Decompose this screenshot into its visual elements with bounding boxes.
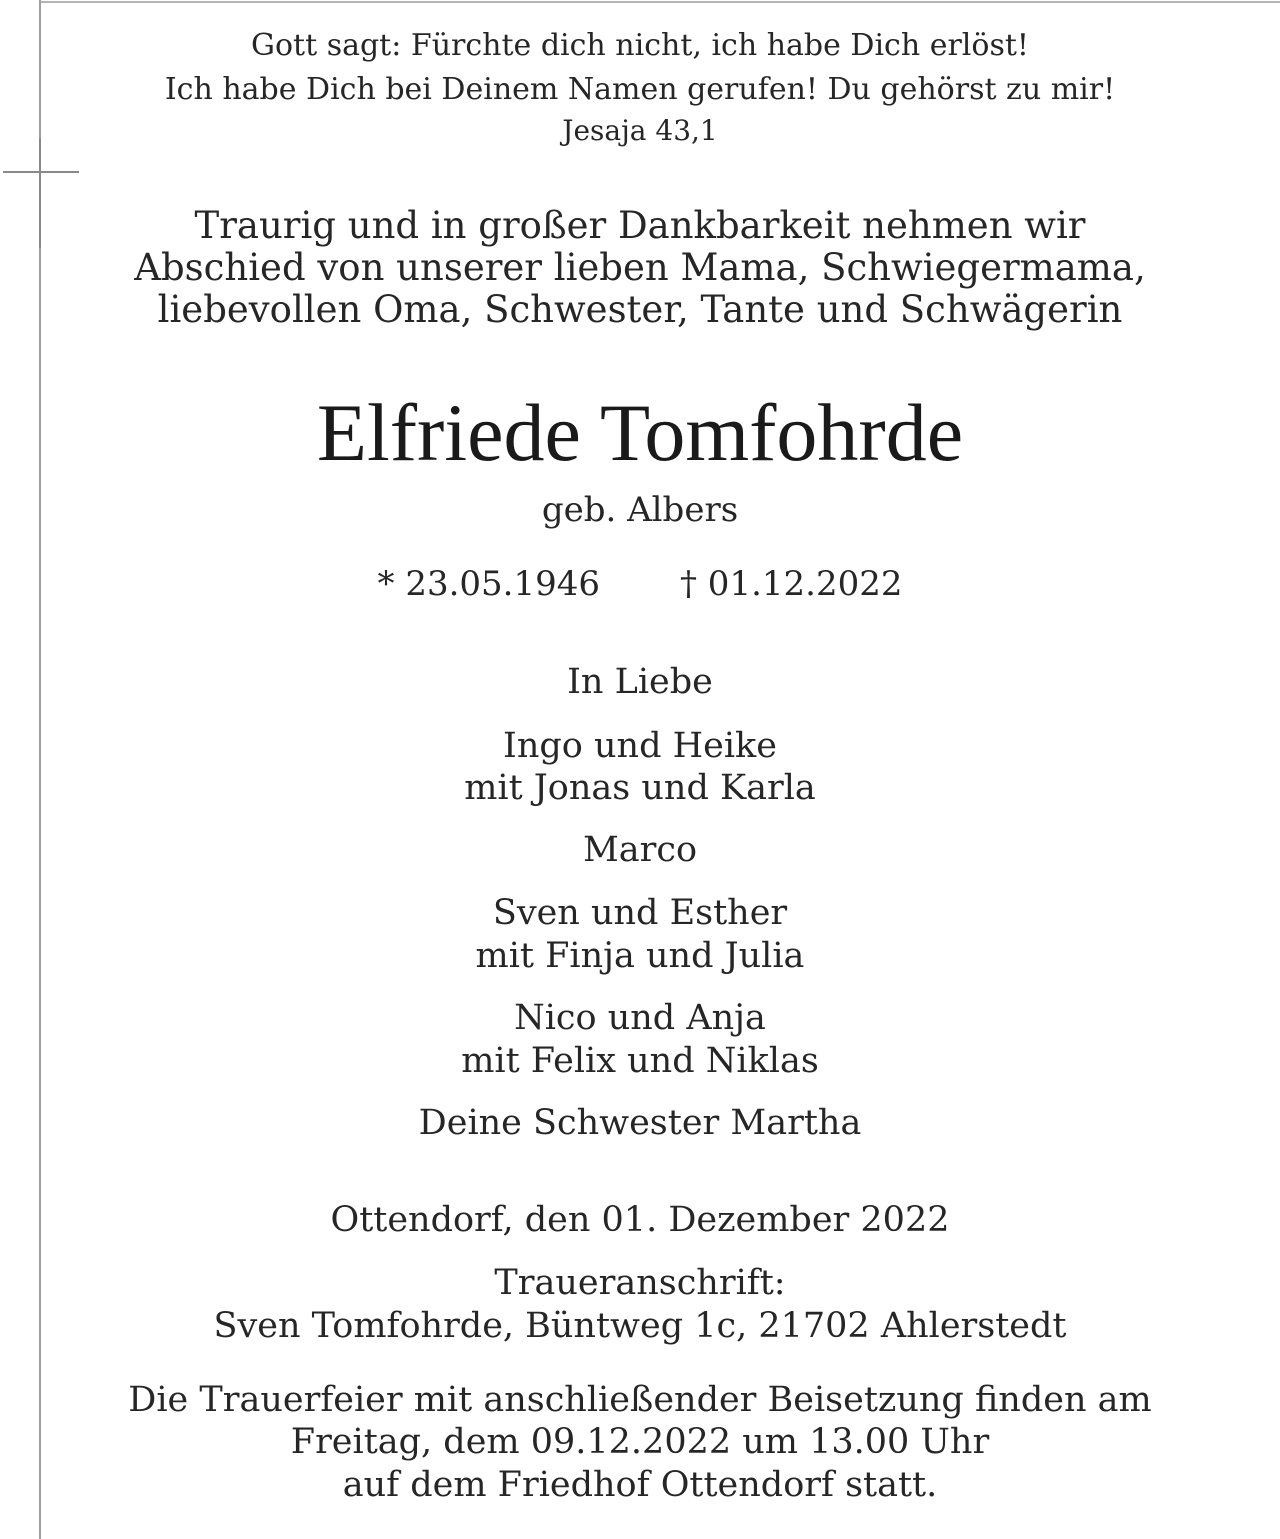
mourner-group-2-line-1: Marco [582,830,698,870]
cross-icon-vertical [39,138,41,248]
mourner-group-5-line-1: Deine Schwester Martha [418,1103,862,1143]
mourner-group-3-line-2: mit Finja und Julia [475,936,805,976]
mourner-group-1-line-2: mit Jonas und Karla [464,768,816,808]
intro-line-1: Traurig und in großer Dankbarkeit nehmen wir [194,204,1086,247]
frame-top-border [40,1,1280,3]
place-date: Ottendorf, den 01. Dezember 2022 [330,1200,950,1240]
mourners-heading: In Liebe [567,662,713,702]
mourning-address: Sven Tomfohrde, Büntweg 1c, 21702 Ahlerstedt [213,1306,1067,1346]
mourner-group-4-line-1: Nico und Anja [514,998,766,1038]
verse-line-2: Ich habe Dich bei Deinem Namen gerufen! Du gehörst zu mir! [164,72,1116,107]
cross-icon-horizontal [3,171,79,173]
service-line-3: auf dem Friedhof Ottendorf statt. [342,1465,938,1505]
maiden-name: geb. Albers [541,490,739,530]
deceased-name: Elfriede Tomfohrde [316,387,964,478]
intro-line-3: liebevollen Oma, Schwester, Tante und Schwägerin [157,288,1123,331]
mourner-group-3-line-1: Sven und Esther [492,893,788,933]
birth-date: * 23.05.1946 [377,564,600,604]
mourner-group-1-line-1: Ingo und Heike [503,726,777,766]
life-dates [60,564,1220,604]
verse-reference: Jesaja 43,1 [562,114,718,147]
verse-line-1: Gott sagt: Fürchte dich nicht, ich habe Dich erlöst! [251,28,1029,63]
service-line-1: Die Trauerfeier mit anschließender Beisetzung finden am [128,1380,1152,1420]
intro-line-2: Abschied von unserer lieben Mama, Schwiegermama, [134,246,1146,289]
mourner-group-4-line-2: mit Felix und Niklas [461,1041,819,1081]
address-label: Traueranschrift: [494,1263,786,1303]
death-date: † 01.12.2022 [680,564,903,604]
service-line-2: Freitag, dem 09.12.2022 um 13.00 Uhr [290,1422,990,1462]
